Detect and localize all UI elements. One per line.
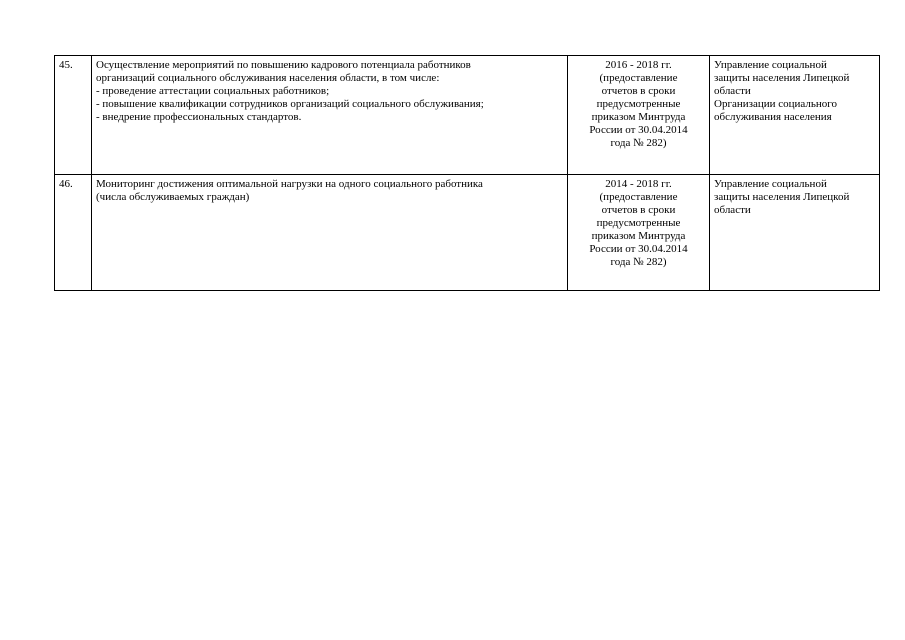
responsible-line: Организации социального — [714, 98, 838, 110]
term-cell — [568, 175, 710, 291]
term-line: 2014 - 2018 гг. — [605, 178, 672, 190]
table-row — [55, 175, 880, 291]
responsible-line: защиты населения Липецкой — [714, 191, 850, 203]
term-line: (предоставление — [599, 191, 678, 203]
activity-line: - внедрение профессиональных стандартов. — [96, 111, 302, 123]
responsible-line: защиты населения Липецкой — [714, 72, 850, 84]
responsible-line: Управление социальной — [714, 178, 827, 190]
activity-line: - повышение квалификации сотрудников организаций социального обслуживания; — [96, 98, 484, 110]
activity-line: - проведение аттестации социальных работников; — [96, 85, 330, 97]
activity-line: (числа обслуживаемых граждан) — [96, 191, 250, 203]
term-line: года № 282) — [610, 137, 667, 149]
term-line: года № 282) — [610, 256, 667, 268]
term-line: приказом Минтруда — [591, 111, 686, 123]
activity-line: Осуществление мероприятий по повышению кадрового потенциала работников — [96, 59, 471, 71]
term-line: России от 30.04.2014 — [589, 124, 688, 136]
row-number: 45. — [59, 59, 73, 71]
term-line: 2016 - 2018 гг. — [605, 59, 672, 71]
responsible-line: Управление социальной — [714, 59, 827, 71]
term-line: России от 30.04.2014 — [589, 243, 688, 255]
row-number: 46. — [59, 178, 73, 190]
term-line: отчетов в сроки — [601, 204, 676, 216]
row-number-cell — [55, 175, 92, 291]
table-row — [55, 56, 880, 175]
activity-cell — [92, 56, 568, 175]
responsible-line: области — [714, 85, 751, 97]
term-line: (предоставление — [599, 72, 678, 84]
responsible-line: области — [714, 204, 751, 216]
term-line: отчетов в сроки — [601, 85, 676, 97]
term-cell — [568, 56, 710, 175]
term-line: предусмотренные — [596, 98, 681, 110]
row-number-cell — [55, 56, 92, 175]
responsible-cell — [710, 56, 880, 175]
responsible-line: обслуживания населения — [714, 111, 832, 123]
responsible-cell — [710, 175, 880, 291]
activity-cell — [92, 175, 568, 291]
plan-table — [54, 55, 880, 291]
activity-line: Мониторинг достижения оптимальной нагрузки на одного социального работника — [96, 178, 483, 190]
activity-line: организаций социального обслуживания населения области, в том числе: — [96, 72, 440, 84]
term-line: предусмотренные — [596, 217, 681, 229]
term-line: приказом Минтруда — [591, 230, 686, 242]
